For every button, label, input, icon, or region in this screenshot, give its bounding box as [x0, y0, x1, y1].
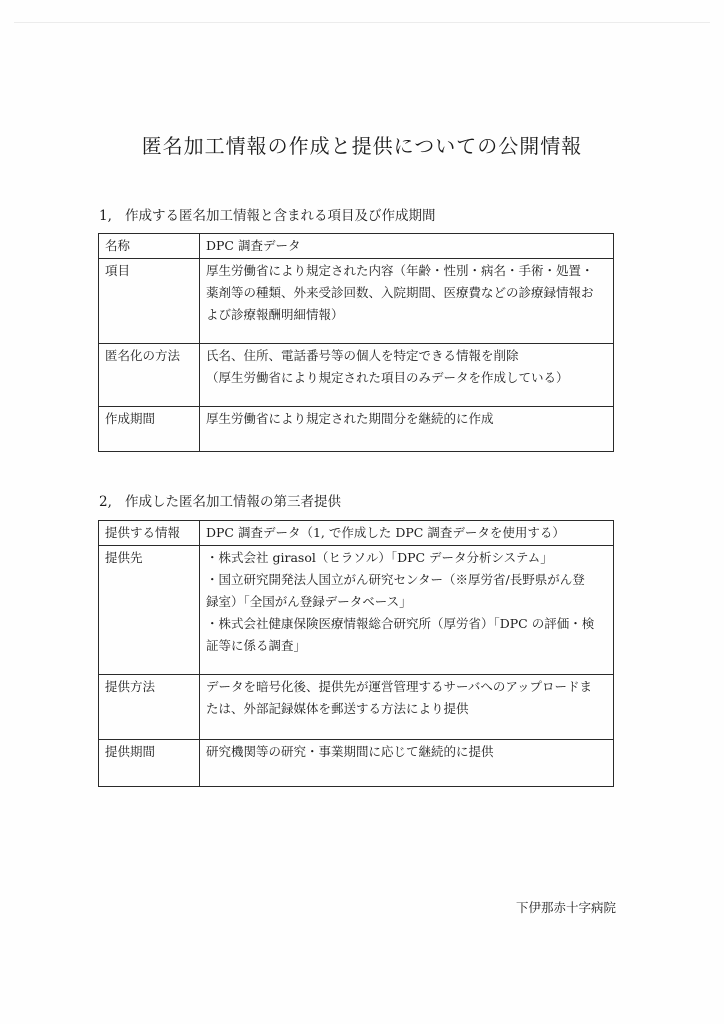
section-2-heading [99, 490, 341, 510]
row-value [200, 740, 614, 787]
row-label: 項目 [99, 259, 200, 344]
value-line: 厚生労働省により規定された期間分を継続的に作成 [206, 411, 494, 426]
value-line: 研究機関等の研究・事業期間に応じて継続的に提供 [206, 744, 494, 759]
row-value [200, 234, 614, 259]
row-value [200, 407, 614, 452]
document-title: 匿名加工情報の作成と提供についての公開情報 [141, 134, 583, 158]
value-line: 厚生労働省により規定された内容（年齢・性別・病名・手術・処置・ [206, 263, 594, 278]
table-row [99, 344, 614, 407]
section-1-number: 1, [99, 208, 112, 224]
value-line: データを暗号化後、提供先が運営管理するサーバへのアップロードま [206, 679, 593, 694]
value-line: よび診療報酬明細情報） [206, 307, 344, 322]
table-row [99, 675, 614, 740]
row-label: 提供先 [99, 546, 200, 675]
value-line: DPC 調査データ（1, で作成した DPC 調査データを使用する） [206, 525, 565, 540]
section-2-title: 作成した匿名加工情報の第三者提供 [125, 494, 341, 510]
value-line: たは、外部記録媒体を郵送する方法により提供 [206, 701, 469, 716]
organization-name: 下伊那赤十字病院 [515, 900, 616, 915]
table-row [99, 234, 614, 259]
row-label: 提供方法 [99, 675, 200, 740]
row-value [200, 546, 614, 675]
value-line: ・株式会社 girasol（ヒラソル）「DPC データ分析システム」 [206, 550, 553, 565]
section-2-table [98, 520, 614, 787]
section-2-number: 2, [99, 494, 112, 510]
row-value [200, 521, 614, 546]
scan-edge-line [14, 22, 710, 23]
section-1-title: 作成する匿名加工情報と含まれる項目及び作成期間 [125, 208, 436, 224]
value-line: 証等に係る調査」 [206, 638, 307, 653]
row-label: 提供する情報 [99, 521, 200, 546]
value-line: 録室）「全国がん登録データベース」 [206, 594, 412, 609]
row-label: 作成期間 [99, 407, 200, 452]
value-line: ・株式会社健康保険医療情報総合研究所（厚労省）「DPC の評価・検 [206, 616, 595, 631]
section-1-heading [99, 204, 436, 224]
row-label: 名称 [99, 234, 200, 259]
row-value [200, 344, 614, 407]
table-row [99, 546, 614, 675]
row-label: 匿名化の方法 [99, 344, 200, 407]
row-value [200, 675, 614, 740]
row-value [200, 259, 614, 344]
value-line: DPC 調査データ [206, 238, 301, 253]
value-line: 薬剤等の種類、外来受診回数、入院期間、医療費などの診療録情報お [206, 285, 594, 300]
row-label: 提供期間 [99, 740, 200, 787]
value-line: （厚生労働省により規定された項目のみデータを作成している） [206, 370, 569, 385]
table-row [99, 521, 614, 546]
section-1-table [98, 233, 614, 452]
table-row [99, 407, 614, 452]
table-row [99, 740, 614, 787]
value-line: ・国立研究開発法人国立がん研究センター（※厚労省/長野県がん登 [206, 572, 585, 587]
table-row [99, 259, 614, 344]
value-line: 氏名、住所、電話番号等の個人を特定できる情報を削除 [206, 348, 519, 363]
